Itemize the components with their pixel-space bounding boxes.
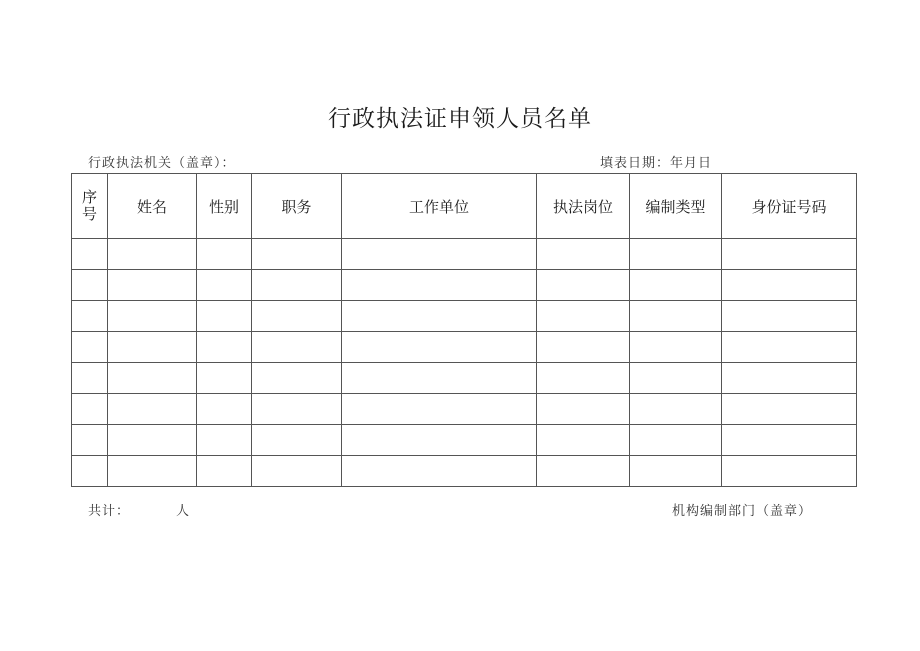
cell-staffing-type[interactable] (630, 394, 722, 425)
table-header-row (72, 174, 857, 239)
cell-work-unit[interactable] (342, 394, 537, 425)
cell-seq[interactable] (72, 425, 108, 456)
cell-seq[interactable] (72, 239, 108, 270)
cell-seq[interactable] (72, 456, 108, 487)
header-id-number: 身份证号码 (722, 174, 857, 239)
header-position: 职务 (252, 174, 342, 239)
document-title: 行政执法证申领人员名单 (328, 106, 592, 132)
table-row (72, 239, 857, 270)
total-count-label: 共计： (88, 504, 131, 519)
cell-gender[interactable] (197, 239, 252, 270)
cell-enforcement-post[interactable] (537, 332, 630, 363)
total-count-unit: 人 (176, 504, 191, 519)
cell-seq[interactable] (72, 270, 108, 301)
cell-work-unit[interactable] (342, 425, 537, 456)
cell-work-unit[interactable] (342, 363, 537, 394)
cell-enforcement-post[interactable] (537, 425, 630, 456)
cell-staffing-type[interactable] (630, 239, 722, 270)
cell-work-unit[interactable] (342, 332, 537, 363)
cell-enforcement-post[interactable] (537, 239, 630, 270)
header-name: 姓名 (108, 174, 197, 239)
cell-staffing-type[interactable] (630, 363, 722, 394)
cell-gender[interactable] (197, 301, 252, 332)
cell-gender[interactable] (197, 363, 252, 394)
cell-gender[interactable] (197, 332, 252, 363)
fill-date (600, 152, 712, 171)
table-row (72, 332, 857, 363)
cell-staffing-type[interactable] (630, 456, 722, 487)
applicant-roster-table (71, 173, 857, 487)
cell-gender[interactable] (197, 394, 252, 425)
cell-gender[interactable] (197, 425, 252, 456)
cell-position[interactable] (252, 239, 342, 270)
fill-date-year: 年 (670, 156, 685, 171)
table-row (72, 301, 857, 332)
cell-id-number[interactable] (722, 363, 857, 394)
cell-work-unit[interactable] (342, 239, 537, 270)
cell-name[interactable] (108, 332, 197, 363)
cell-id-number[interactable] (722, 332, 857, 363)
table-row (72, 456, 857, 487)
cell-staffing-type[interactable] (630, 301, 722, 332)
agency-stamp-label: 行政执法机关（盖章）： (88, 156, 236, 171)
cell-staffing-type[interactable] (630, 332, 722, 363)
cell-position[interactable] (252, 301, 342, 332)
cell-id-number[interactable] (722, 456, 857, 487)
cell-id-number[interactable] (722, 270, 857, 301)
cell-name[interactable] (108, 270, 197, 301)
header-staffing-type: 编制类型 (630, 174, 722, 239)
cell-name[interactable] (108, 363, 197, 394)
cell-gender[interactable] (197, 270, 252, 301)
cell-name[interactable] (108, 239, 197, 270)
cell-seq[interactable] (72, 301, 108, 332)
cell-work-unit[interactable] (342, 456, 537, 487)
cell-seq[interactable] (72, 394, 108, 425)
cell-id-number[interactable] (722, 301, 857, 332)
cell-staffing-type[interactable] (630, 270, 722, 301)
cell-name[interactable] (108, 456, 197, 487)
cell-position[interactable] (252, 332, 342, 363)
cell-name[interactable] (108, 301, 197, 332)
header-work-unit: 工作单位 (342, 174, 537, 239)
fill-date-label: 填表日期： (600, 156, 671, 171)
cell-enforcement-post[interactable] (537, 363, 630, 394)
table-row (72, 270, 857, 301)
cell-position[interactable] (252, 363, 342, 394)
cell-id-number[interactable] (722, 239, 857, 270)
cell-id-number[interactable] (722, 394, 857, 425)
cell-enforcement-post[interactable] (537, 456, 630, 487)
cell-enforcement-post[interactable] (537, 270, 630, 301)
cell-name[interactable] (108, 425, 197, 456)
header-enforcement-post: 执法岗位 (537, 174, 630, 239)
table-row (72, 394, 857, 425)
org-stamp-label: 机构编制部门（盖章） (672, 504, 813, 519)
cell-position[interactable] (252, 456, 342, 487)
cell-enforcement-post[interactable] (537, 301, 630, 332)
header-seq: 序号 (72, 174, 108, 239)
fill-date-day: 日 (698, 156, 713, 171)
cell-work-unit[interactable] (342, 270, 537, 301)
table-row (72, 425, 857, 456)
cell-position[interactable] (252, 270, 342, 301)
cell-work-unit[interactable] (342, 301, 537, 332)
cell-staffing-type[interactable] (630, 425, 722, 456)
cell-id-number[interactable] (722, 425, 857, 456)
cell-position[interactable] (252, 394, 342, 425)
cell-seq[interactable] (72, 332, 108, 363)
table-row (72, 363, 857, 394)
fill-date-month: 月 (684, 156, 699, 171)
cell-position[interactable] (252, 425, 342, 456)
cell-enforcement-post[interactable] (537, 394, 630, 425)
header-gender: 性别 (197, 174, 252, 239)
cell-seq[interactable] (72, 363, 108, 394)
cell-gender[interactable] (197, 456, 252, 487)
cell-name[interactable] (108, 394, 197, 425)
